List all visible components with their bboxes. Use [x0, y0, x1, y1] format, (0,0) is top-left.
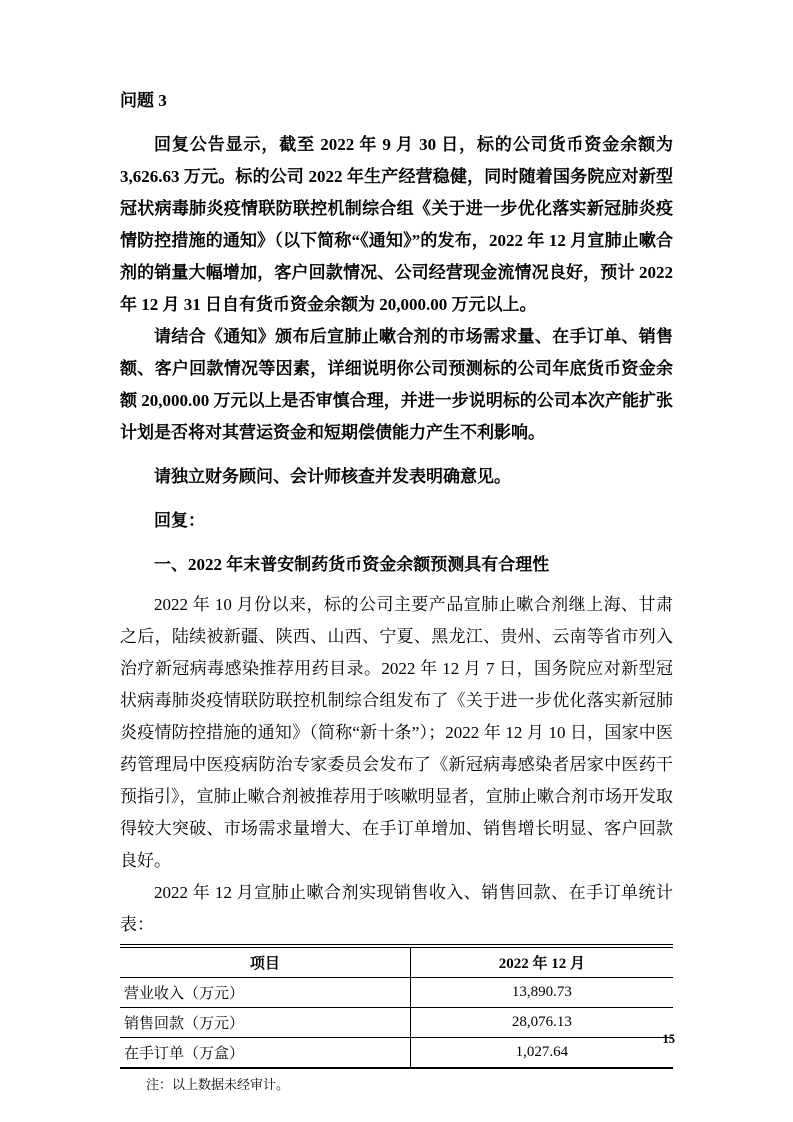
table-header-period: 2022 年 12 月	[498, 956, 586, 972]
table-row-operating-revenue	[120, 978, 673, 1008]
table-cell-value: 13,890.73	[410, 978, 673, 1008]
reply-label: 回复：	[154, 511, 205, 530]
question-paragraph-2: 请结合《通知》颁布后宣肺止嗽合剂的市场需求量、在手订单、销售额、客户回款情况等因素，详细说明你公司预测标的公司年底货币资金余额 20,000.00 万元以上是否审慎合理，并进一步说明标的公司本次产能扩张计划是否将对其营运资金和短期偿债能力产生不利影响。	[120, 327, 673, 442]
question-paragraph-3: 请独立财务顾问、会计师核查并发表明确意见。	[154, 467, 511, 486]
section-heading: 一、2022 年末普安制药货币资金余额预测具有合理性	[154, 555, 550, 574]
table-row-sales-collection	[120, 1008, 673, 1038]
table-header-item: 项目	[120, 948, 410, 978]
question-paragraph-1: 回复公告显示，截至 2022 年 9 月 30 日，标的公司货币资金余额为 3,626.63 万元。标的公司 2022 年生产经营稳健，同时随着国务院应对新型冠状病毒肺炎疫情联防联控机制综合组《关于进一步优化落实新冠肺炎疫情防控措施的通知》（以下简称“《通知》”的发布，2022 年 12 月宣肺止嗽合剂的销量大幅增加，客户回款情况、公司经营现金流情况良好，预计 2022 年 12 月 31 日自有货币资金余额为 20,000.00 万元以上。	[120, 135, 673, 314]
table-cell-value: 28,076.13	[410, 1008, 673, 1038]
sales-table-wrapper	[120, 944, 673, 1069]
table-cell-item: 在手订单（万盒）	[120, 1038, 410, 1069]
table-caption: 2022 年 12 月宣肺止嗽合剂实现销售收入、销售回款、在手订单统计表：	[120, 883, 673, 934]
table-cell-value: 1,027.64	[410, 1038, 673, 1069]
table-cell-item: 销售回款（万元）	[120, 1008, 410, 1038]
question-number-heading: 问题 3	[120, 91, 167, 110]
table-note: 注：以上数据未经审计。	[146, 1077, 290, 1092]
sales-statistics-table	[120, 947, 673, 1069]
reply-body-paragraph: 2022 年 10 月份以来，标的公司主要产品宣肺止嗽合剂继上海、甘肃之后，陆续被新疆、陕西、山西、宁夏、黑龙江、贵州、云南等省市列入治疗新冠病毒感染推荐用药目录。2022 年 12 月 7 日，国务院应对新型冠状病毒肺炎疫情联防联控机制综合组发布了《关于进一步优化落实新冠肺炎疫情防控措施的通知》（简称“新十条”）；2022 年 12 月 10 日，国家中医药管理局中医疫病防治专家委员会发布了《新冠病毒感染者居家中医药干预指引》，宣肺止嗽合剂被推荐用于咳嗽明显者，宣肺止嗽合剂市场开发取得较大突破、市场需求量增大、在手订单增加、销售增长明显、客户回款良好。	[120, 595, 673, 870]
table-row-orders-on-hand	[120, 1038, 673, 1069]
page-number: 15	[662, 1032, 675, 1046]
table-cell-item: 营业收入（万元）	[120, 978, 410, 1008]
document-content	[120, 85, 673, 1095]
table-header-row	[120, 948, 673, 978]
